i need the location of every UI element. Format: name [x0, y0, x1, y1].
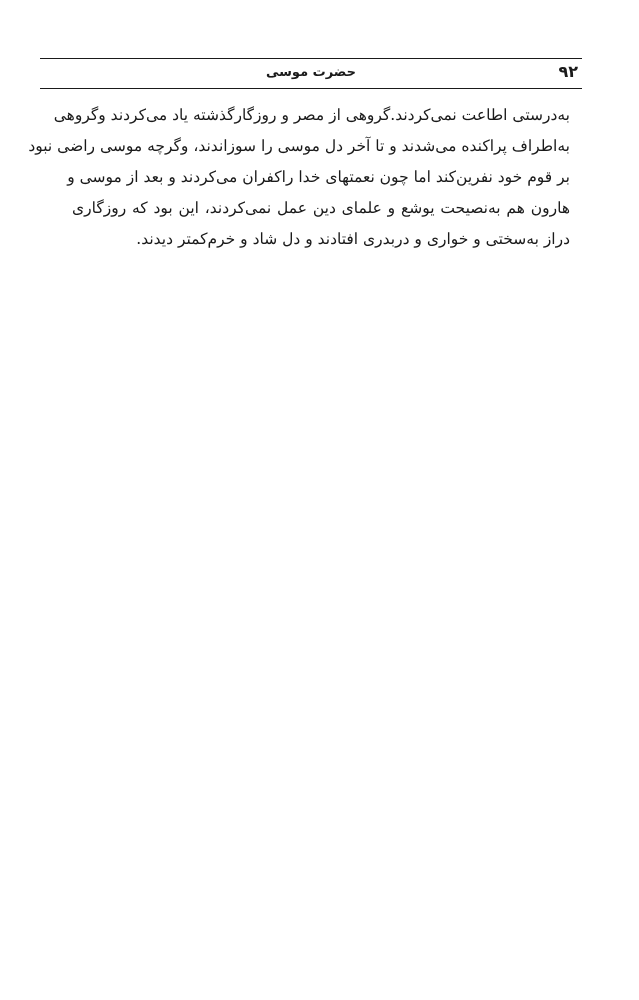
header-top-rule	[40, 58, 582, 59]
page-number: ۹۲	[558, 62, 578, 81]
running-title: حضرت موسی	[266, 65, 356, 80]
page-header	[40, 58, 582, 88]
text-line: به‌درستی اطاعت نمی‌کردند.گروهی از مصر و روزگارگذشته یاد می‌کردند وگروهی	[53, 106, 570, 124]
body-paragraph	[28, 100, 570, 255]
header-bottom-rule	[40, 88, 582, 89]
text-line: هارون هم به‌نصیحت یوشع و علمای دین عمل نمی‌کردند، این بود که روزگاری	[72, 199, 570, 217]
text-line: بر قوم خود نفرین‌کند اما چون نعمتهای خدا راکفران می‌کردند و بعد از موسی و	[67, 168, 570, 186]
text-line: دراز به‌سختی و خواری و دربدری افتادند و دل شاد و خرم‌کمتر دیدند.	[136, 230, 570, 248]
text-line: به‌اطراف پراکنده می‌شدند و تا آخر دل موسی را سوزاندند، وگرچه موسی راضی نبود	[28, 137, 570, 155]
